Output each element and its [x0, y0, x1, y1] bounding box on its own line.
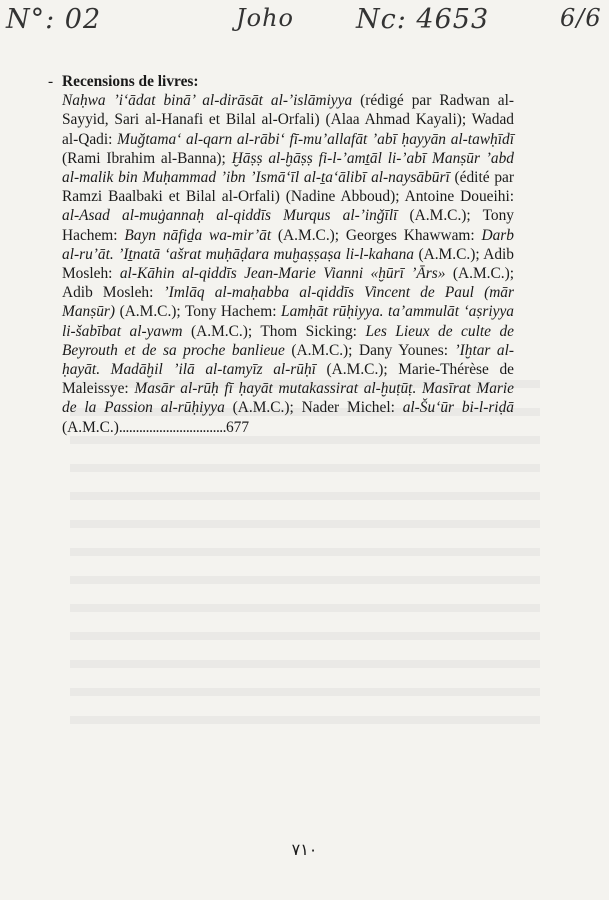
text-run: (A.M.C.); Adib Mosleh: — [62, 245, 514, 283]
title-run: al-Asad al-muġannaḥ al-qiddīs Murqus al-’inǧīlī — [62, 207, 398, 225]
title-run: Bayn nāfiḏa wa-mir’āt — [124, 226, 272, 244]
text-run: (A.M.C.); Adib Mosleh: — [62, 265, 515, 302]
handwritten-number: N°: 02 — [6, 4, 102, 35]
title-run: al-Šu‘ūr bi-l-riḍā — [402, 399, 514, 417]
title-run: Les Lieux de culte de Beyrouth et de sa proche banlieue — [62, 322, 514, 359]
section-heading: Recensions de livres: — [62, 73, 199, 90]
text-run: (A.M.C.); Marie-Thérèse de Maleissye: — [62, 361, 514, 398]
text-run: (A.M.C.); Tony Hachem: — [62, 207, 514, 244]
dot-leader: ................................ — [118, 418, 226, 436]
text-run: (Rami Ibrahim al-Banna); — [62, 149, 232, 167]
text-run: (édité par Ramzi Baalbaki et Bilal al-Orfali) (Nadine Abboud); Antoine Doueihi: — [62, 169, 514, 206]
text-run: (A.M.C.); Tony Hachem: — [115, 303, 282, 321]
table-of-contents-entry — [48, 72, 514, 437]
title-run: Naḥwa ’i‘ādat binā’ al-dirāsāt al-’islāmiyya — [62, 92, 353, 110]
text-run: (rédigé par Radwan al-Sayyid, Sari al-Hanafi et Bilal al-Orfali) (Alaa Ahmad Kayali); Wadad al-Qadi: — [62, 92, 514, 148]
page-reference: 677 — [225, 418, 250, 436]
list-dash: - — [48, 73, 54, 90]
page-number: ٧١٠ — [291, 840, 318, 859]
title-run: Darb al-ru’āt. ’Iṯnatā ‘ašrat muḥāḍara muḫaṣṣaṣa li-l-kahana — [62, 226, 514, 263]
handwritten-ref: Joho — [236, 4, 294, 32]
text-run: (A.M.C.) — [62, 418, 119, 436]
title-run: Ḫāṣṣ al-ḫāṣṣ fi-l-’amṯāl li-’abī Manṣūr ’abd al-malik bin Muḥammad ’ibn ’Ismā‘īl al-ṯa‘ālibī al-naysābūrī — [62, 149, 514, 187]
text-run: (A.M.C.); Nader Michel: — [224, 399, 403, 417]
text-run: (A.M.C.); Thom Sicking: — [182, 322, 366, 340]
text-run: (A.M.C.); Georges Khawwam: — [271, 226, 482, 244]
title-run: Lamḥāt rūḥiyya. ta’ammulāt ‘aṣriyya li-šabībat al-yawm — [62, 303, 514, 340]
handwritten-fraction: 6/6 — [560, 4, 602, 32]
handwritten-code: Nc: 4653 — [356, 4, 490, 35]
title-run: Masār al-rūḥ fī ḥayāt mutakassirat al-ḫuṭūṭ. Masīrat Marie de la Passion al-rūḥiyya — [62, 380, 515, 417]
entry-text — [62, 92, 514, 435]
title-run: ’Iḫtar al-ḥayāt. Madāḫil ’ilā al-tamyīz al-rūḥī — [62, 341, 515, 379]
title-run: Muğtama‘ al-qarn al-rābi‘ fī-mu’allafāt ’abī ḥayyān al-tawḥīdī — [117, 130, 514, 148]
title-run: al-Kāhin al-qiddīs Jean-Marie Vianni «ḫūrī ’Ārs» — [119, 265, 446, 283]
text-run: (A.M.C.); Dany Younes: — [284, 341, 455, 359]
title-run: ’Imlāq al-maḥabba al-qiddīs Vincent de Paul (mār Manṣūr) — [62, 284, 514, 321]
entry-body — [62, 72, 514, 437]
